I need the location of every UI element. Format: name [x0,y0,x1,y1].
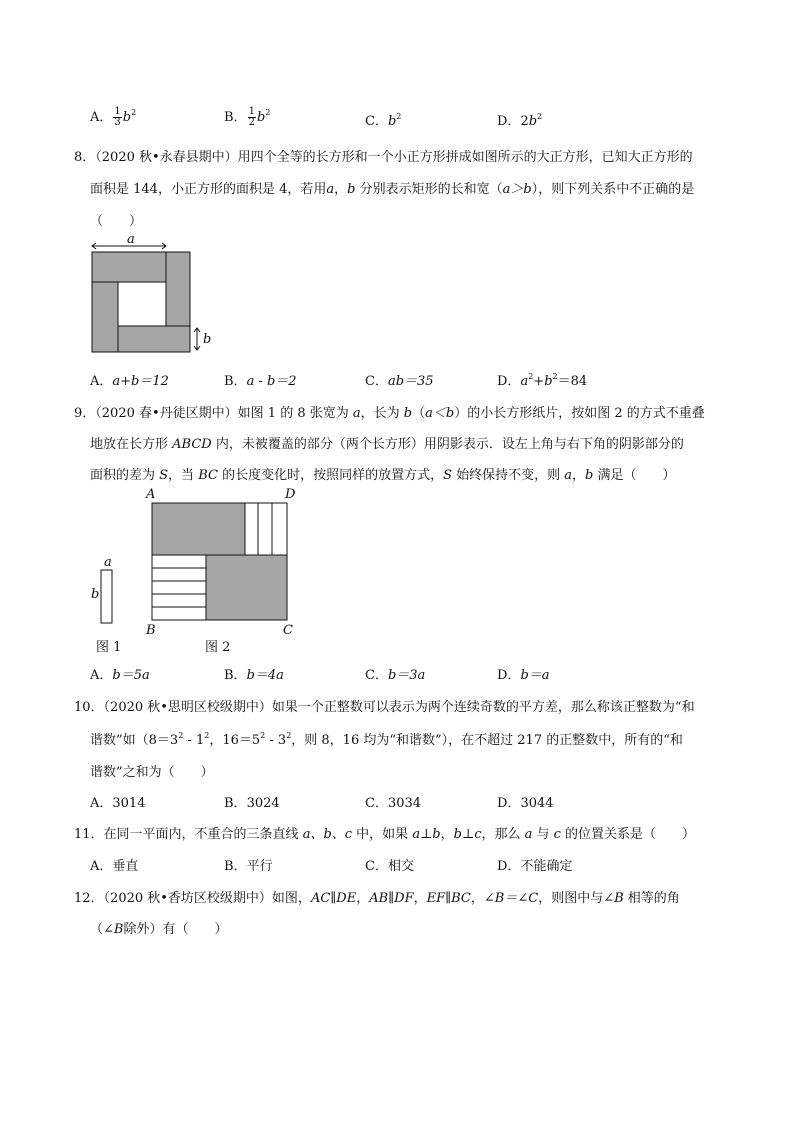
option-text: ＝84 [557,374,588,389]
option-letter: D． [497,668,521,683]
coefficient: 2 [520,114,529,129]
option-text: +b [533,374,553,389]
exponent: 2 [528,372,534,381]
text: ，那么 [481,827,525,842]
text: ， [572,468,586,483]
q11-option-b [224,855,273,874]
option-letter: D． [497,796,521,811]
corner-a: A [146,487,156,502]
option-letter: B． [224,668,247,683]
text: 的长度变化时，按照同样的放置方式， [217,468,444,483]
text: 谐数”如（8＝3 [90,733,179,748]
base: b [528,114,538,129]
option-letter: C． [365,859,388,874]
option-text: b＝4a [246,668,284,683]
text: ，则图中与 [538,891,604,906]
q9-line1 [74,402,705,421]
q11-option-c [365,855,414,874]
var: a、b、c [302,827,353,842]
option-text: 3024 [246,796,280,811]
option-text: 3014 [112,796,146,811]
q8-label-b: b [203,332,212,347]
q9-option-d [497,664,550,683]
fraction [113,107,121,128]
option-letter: C． [365,796,388,811]
text: 满足（ ） [593,468,676,483]
text: 12．（2020 秋•香坊区校级期中）如图， [74,891,311,906]
text: 面积是 144，小正方形的面积是 4，若用 [90,182,327,197]
q8-line1: 8．（2020 秋•永春县期中）用四个全等的长方形和一个小正方形拼成如图所示的大正方形，已知大正方形的 [74,150,693,165]
q11-option-a [90,855,138,874]
q10-option-b [224,792,280,811]
text: 的位置关系是（ ） [560,827,696,842]
base: b [256,110,266,125]
option-letter: A． [90,859,113,874]
relation: AB∥DF [369,891,414,906]
text: ，当 [168,468,199,483]
exponent: 2 [178,731,184,740]
q7-option-b [224,106,270,128]
fig2-caption: 图 2 [205,640,231,655]
corner-d: D [285,487,296,502]
q11-option-d [497,855,572,874]
exponent: 2 [204,731,210,740]
text: ，16＝5 [209,733,261,748]
q10-option-d [497,792,554,811]
relation: EF∥BC [426,891,471,906]
q9-figures [96,500,296,630]
condition: a⊥b [412,827,441,842]
text: ）的小长方形纸片，按如图 2 的方式不重叠 [454,406,705,421]
q9-line3 [90,464,676,483]
exponent: 2 [396,112,402,121]
option-text: 不能确定 [520,859,573,874]
exponent: 2 [552,372,558,381]
q8-line2 [90,178,694,197]
text: 与 [532,827,554,842]
var: S [159,468,169,483]
text: （ [412,406,426,421]
text: - 1 [183,733,205,748]
option-letter: C． [365,668,388,683]
condition: a＜b [425,406,455,421]
fig1-label-b: b [91,587,100,602]
q10-line3: 谐数”之和为（ ） [90,765,214,780]
q7-option-a [90,106,136,128]
exponent: 2 [286,731,292,740]
option-letter: A． [90,796,113,811]
text: 地放在长方形 [90,437,173,452]
exponent: 2 [537,112,543,121]
var: BC [198,468,218,483]
exponent: 2 [265,108,271,117]
relation: ∠B＝∠C [483,891,539,906]
exponent: 2 [260,731,266,740]
q7-option-d [497,110,542,129]
var: ABCD [172,437,212,452]
fig2-shade-bottom-right [206,555,287,620]
q12-line2 [90,918,227,937]
text: 面积的差为 [90,468,160,483]
option-text: a [520,374,529,389]
option-letter: C． [365,114,388,129]
q9-option-c [365,664,425,683]
base: b [122,110,132,125]
option-text: a - b＝2 [246,374,297,389]
denominator: 3 [114,117,121,128]
text: 中，如果 [352,827,413,842]
var: b [585,468,594,483]
text: 始终保持不变，则 [451,468,565,483]
option-letter: D． [497,114,521,129]
text: 9．（2020 春•丹徒区期中）如图 1 的 8 张宽为 [74,406,353,421]
var: a [524,827,533,842]
text: ， [356,891,370,906]
rect-bottom [118,326,190,352]
var: S [443,468,452,483]
var: a [564,468,573,483]
text: ， [413,891,427,906]
fraction [248,107,256,128]
fig2-shade-top-left [152,503,245,555]
option-letter: A． [90,110,113,125]
q8-option-a [90,370,169,389]
small-square [118,282,166,326]
fig1-rect [101,570,112,623]
text: ），则下列关系中不正确的是 [531,182,695,197]
exponent: 2 [131,108,137,117]
option-letter: D． [497,859,521,874]
q8-option-c [365,370,434,389]
text: 内，未被覆盖的部分（两个长方形）用阴影表示．设左上角与右下角的阴影部分的 [211,437,684,452]
q8-option-b [224,370,297,389]
text: 相等的角 [623,891,680,906]
option-letter: C． [365,374,388,389]
text: 分别表示矩形的长和宽（ [355,182,503,197]
relation: ∠B [103,922,124,937]
option-letter: B． [224,796,247,811]
fig1-caption: 图 1 [96,640,122,655]
text: ， [440,827,454,842]
q9-option-a [90,664,150,683]
text: 除外）有（ ） [123,922,228,937]
q9-option-b [224,664,284,683]
option-letter: D． [497,374,521,389]
var: b [403,406,413,421]
option-text: 3034 [387,796,422,811]
condition: b⊥c [453,827,482,842]
corner-c: C [283,623,293,638]
q10-option-a [90,792,145,811]
q8-line3: （ ） [90,214,143,229]
var: a [352,406,361,421]
q8-figure [84,232,214,354]
rect-right [166,252,190,326]
q12-line1 [74,887,680,906]
fig1-label-a: a [104,555,112,570]
option-text: 平行 [246,859,273,874]
relation: ∠B [603,891,624,906]
option-text: b＝5a [112,668,150,683]
option-letter: A． [90,374,113,389]
numerator: 1 [248,106,255,117]
text: ，长为 [360,406,404,421]
q11-line1 [74,823,695,842]
option-letter: B． [224,110,247,125]
q10-option-c [365,792,421,811]
option-text: ab＝35 [387,374,434,389]
var: a [326,182,335,197]
q9-line2 [90,433,684,452]
option-text: b＝3a [387,668,426,683]
option-letter: A． [90,668,113,683]
text: ， [334,182,348,197]
base: b [387,114,397,129]
option-text: 3044 [520,796,554,811]
numerator: 1 [114,106,121,117]
text: ，则 8，16 均为“和谐数”），在不超过 217 的正整数中，所有的“和 [291,733,683,748]
option-text: 垂直 [112,859,139,874]
condition: a＞b [502,182,532,197]
var: b [347,182,356,197]
option-text: a+b＝12 [112,374,169,389]
denominator: 2 [248,117,255,128]
option-text: b＝a [520,668,550,683]
text: 11．在同一平面内，不重合的三条直线 [74,827,303,842]
rect-top [92,252,166,282]
text: - 3 [265,733,287,748]
text: ， [470,891,484,906]
text: （ [90,922,104,937]
option-letter: B． [224,374,247,389]
var: c [553,827,561,842]
rect-left [92,282,118,352]
relation: AC∥DE [310,891,357,906]
q7-option-c [365,110,401,129]
q8-label-a: a [127,232,135,247]
option-text: 相交 [387,859,414,874]
q10-line2 [90,729,683,748]
option-letter: B． [224,859,247,874]
q8-option-d [497,370,587,389]
corner-b: B [146,623,156,638]
q10-line1: 10．（2020 秋•思明区校级期中）如果一个正整数可以表示为两个连续奇数的平方差，那么称该正整数为“和 [74,700,695,715]
